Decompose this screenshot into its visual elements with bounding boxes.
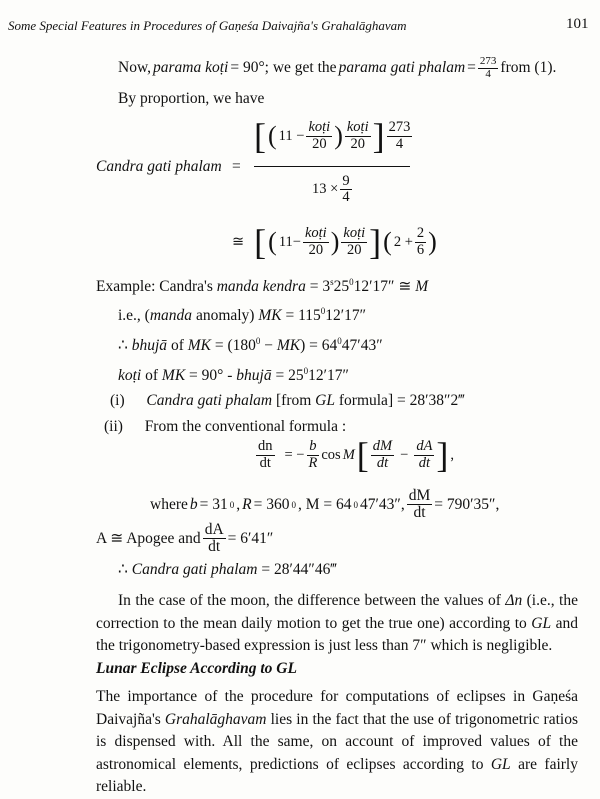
proportion-line: By proportion, we have (118, 90, 265, 107)
text: 47′43″ (341, 337, 383, 355)
superscript: 0 (229, 499, 235, 510)
text: = 3 (305, 278, 331, 296)
numerator: koṭi (343, 225, 366, 242)
approx-symbol: ≅ (232, 233, 245, 250)
term-grahalaghavam: Grahalāghavam (164, 710, 267, 728)
text: = 31 (199, 495, 228, 513)
superscript: 0 (303, 366, 309, 376)
numerator: 2 (416, 225, 425, 242)
text: = 25 (271, 367, 304, 385)
superscript: 0 (349, 277, 354, 287)
text: anomaly) (192, 307, 259, 325)
fraction-dn-dt (256, 439, 275, 470)
text: of (141, 367, 162, 385)
superscript: 0 (255, 336, 261, 346)
text: ) = 64 (300, 337, 338, 355)
superscript: 0 (353, 499, 358, 510)
symbol-mk: MK (187, 337, 211, 355)
term-gl: GL (531, 614, 552, 632)
denominator: 20 (350, 135, 365, 152)
text: = 6′41″ (227, 529, 274, 547)
fraction-da-dt (414, 439, 434, 470)
numerator: dM (372, 438, 393, 455)
ie-line (118, 306, 366, 325)
text: From the conventional formula : (144, 418, 347, 435)
term-two-plus: 2 + (393, 233, 413, 250)
running-title: Some Special Features in Procedures of Gaṇeśa Daivajña's Grahalāghavam (8, 18, 407, 33)
text: 12′17″ ≅ (353, 278, 416, 296)
therefore-line (118, 560, 337, 579)
numerator: dn (258, 438, 273, 455)
text: 12′17″ (308, 367, 349, 385)
therefore-symbol: ∴ (118, 561, 132, 578)
symbol-m: M (342, 446, 355, 463)
denominator: dt (208, 538, 221, 556)
term-parama-gati-phalam: parama gati phalam (338, 59, 466, 77)
text: A ≅ Apogee and (96, 530, 201, 548)
bracket-close: ] (436, 435, 449, 475)
eq1-fraction-bar (254, 166, 410, 167)
fraction-b-r (306, 439, 319, 470)
text: i.e., ( (118, 307, 150, 325)
section-heading: Lunar Eclipse According to GL (96, 660, 297, 677)
parama-koti-line (118, 56, 556, 80)
fraction-da-dt (203, 522, 226, 556)
eq1-denominator (312, 174, 352, 205)
bracket-open: [ (254, 222, 267, 262)
text: = 90° - (185, 367, 237, 385)
numerator: dM (408, 487, 431, 504)
term-gl: GL (315, 392, 335, 409)
paren-close: ) (330, 227, 340, 256)
denominator: 20 (308, 241, 324, 258)
text: = 115 (281, 307, 321, 325)
fraction-273-4 (387, 120, 413, 151)
denominator: 4 (342, 189, 350, 206)
eq1-numerator (254, 118, 412, 154)
symbol-delta-n: Δn (505, 592, 523, 609)
comma: , (450, 446, 455, 463)
denominator: 20 (347, 241, 362, 258)
fraction-9-4 (340, 174, 351, 205)
denominator: dt (259, 454, 271, 471)
item-i (110, 392, 465, 410)
numerator: 273 (388, 119, 411, 136)
paragraph-moon-difference (96, 590, 578, 658)
therefore-symbol: ∴ (118, 337, 132, 355)
fraction-273-4 (478, 56, 499, 80)
paren-open: ( (268, 121, 277, 150)
term-bhuja: bhujā (236, 367, 272, 385)
symbol-mk: MK (258, 307, 282, 325)
numerator: 9 (342, 173, 350, 189)
page-number: 101 (566, 16, 589, 32)
term-bhuja: bhujā (131, 337, 168, 355)
item-number: (i) (110, 392, 125, 409)
numerator: dA (204, 521, 224, 538)
minus: − (400, 446, 409, 463)
denominator: 20 (312, 135, 327, 152)
term-manda: manda (149, 307, 193, 325)
numerator: dA (416, 438, 433, 455)
text: lies in the fact that the use of trigonometric ratios is dispensed with. All the same, on account of improved values of the astronomical elements, predictions of eclipses according to (96, 710, 578, 773)
numerator: b (309, 438, 317, 455)
text: 12′17″ (325, 307, 367, 325)
text: 13 × (312, 181, 339, 198)
text: , (236, 495, 241, 513)
example-line (96, 277, 428, 296)
superscript: 0 (291, 499, 296, 510)
paren-close: ) (334, 121, 343, 150)
symbol-m: M (415, 278, 429, 296)
text: (i.e., the correction to the mean daily motion to get the true one) according to (96, 592, 578, 632)
eq1-lhs: Candra gati phalam (96, 158, 222, 175)
text: − (260, 337, 277, 355)
apogee-line (96, 522, 273, 556)
numerator: koṭi (308, 119, 331, 136)
text: from (1). (500, 59, 557, 77)
item-ii (104, 418, 346, 436)
symbol-mk: MK (276, 337, 301, 355)
where-line (150, 488, 499, 522)
text: = − (284, 446, 305, 463)
text: 47′43″, (360, 495, 405, 513)
koti-line (118, 366, 349, 385)
text: and the trigonometry-based expression is just less than 7″ which is negligible. (96, 614, 578, 654)
fraction-dm-dt (371, 439, 394, 470)
text: of (167, 337, 188, 355)
text: = (467, 59, 476, 77)
bracket-close: ] (369, 222, 382, 262)
eq2 (232, 224, 437, 260)
fraction-dm-dt (407, 488, 433, 522)
numerator: koṭi (304, 225, 327, 242)
text: are fairly reliable. (96, 755, 578, 795)
term-candra-gati-phalam: Candra gati phalam (131, 561, 258, 578)
text: [from (272, 392, 316, 409)
bracket-open: [ (356, 435, 369, 475)
text: = (180 (210, 337, 256, 355)
item-number: (ii) (104, 418, 123, 435)
fraction-koti-20 (341, 226, 367, 257)
term-koti: koṭi (118, 367, 142, 385)
term-gl: GL (490, 755, 511, 773)
denominator: 6 (416, 241, 425, 258)
text: In the case of the moon, the difference between the values of (118, 592, 506, 609)
term-manda-kendra: manda kendra (216, 278, 306, 296)
paren-open: ( (383, 227, 392, 256)
fraction-2-6 (415, 226, 426, 257)
text: = 790′35″, (434, 495, 500, 513)
superscript: 0 (320, 306, 326, 316)
text: where (150, 495, 188, 513)
bhuja-line (118, 336, 383, 355)
symbol-r: R (242, 495, 252, 513)
text: 25 (333, 278, 350, 296)
denominator: dt (418, 454, 430, 471)
bracket-open: [ (254, 116, 266, 156)
numerator: koṭi (346, 119, 369, 136)
numerator: 273 (479, 55, 497, 67)
text: Now, (118, 59, 152, 77)
symbol-b: b (189, 495, 198, 513)
fraction-koti-20 (303, 226, 329, 257)
term-eleven: 11− (278, 233, 301, 250)
fraction-koti-20 (306, 120, 332, 151)
term-candra-gati-phalam: Candra gati phalam (146, 392, 273, 409)
denominator: R (308, 454, 318, 471)
denominator: 4 (395, 135, 404, 152)
paren-open: ( (268, 227, 277, 256)
superscript: 0 (337, 336, 342, 346)
text: Example: Candra's (96, 278, 217, 296)
superscript: s (330, 277, 334, 287)
denominator: dt (376, 454, 389, 471)
cos: cos (321, 446, 341, 463)
bracket-close: ] (372, 116, 385, 156)
text: = 90°; we get the (230, 59, 337, 77)
denominator: 4 (485, 67, 491, 80)
text: , M = 64 (297, 495, 352, 513)
text: formula] = 28′38″2‴ (335, 392, 465, 409)
symbol-mk: MK (161, 367, 186, 385)
eq3 (256, 437, 454, 473)
denominator: dt (413, 504, 426, 522)
text: = 28′44″46‴ (257, 561, 337, 578)
term-parama-koti: parama koṭi (153, 59, 229, 77)
paren-close: ) (428, 227, 437, 256)
eq1-equals: = (232, 158, 241, 175)
text: The importance of the procedure for computations of eclipses in Gaṇeśa Daivajña's (96, 688, 578, 728)
fraction-koti-20 (345, 120, 371, 151)
text: = 360 (253, 495, 290, 513)
term-eleven: 11 − (278, 127, 305, 144)
paragraph-eclipse-procedure (96, 686, 578, 799)
